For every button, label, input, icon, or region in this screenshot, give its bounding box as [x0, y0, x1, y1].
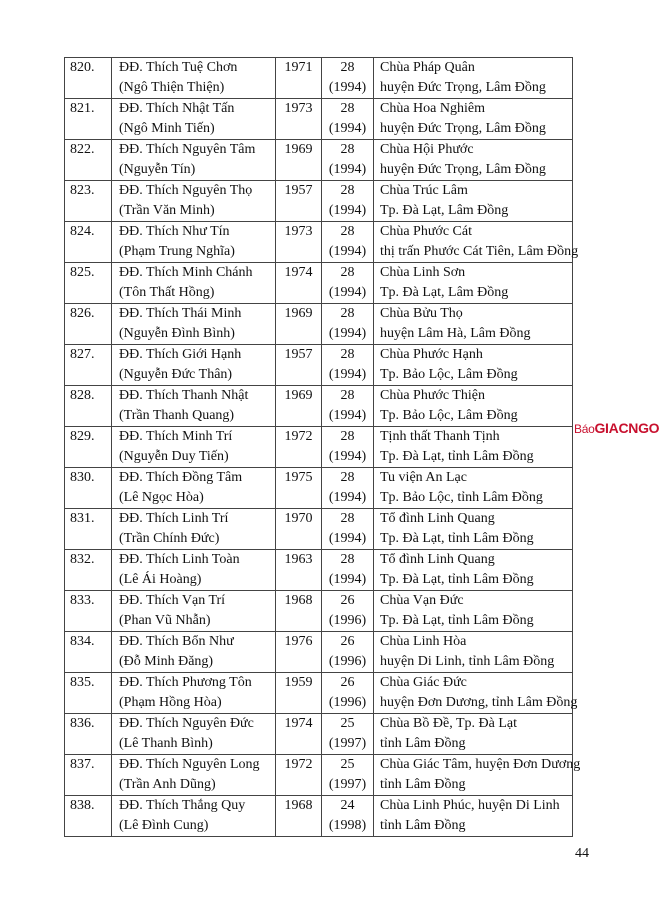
row-number-cell — [65, 386, 112, 427]
row-number-cell — [65, 591, 112, 632]
birth-year-cell — [276, 673, 322, 714]
lay-name: (Trần Thanh Quang) — [119, 408, 235, 423]
monk-name-cell — [112, 509, 276, 550]
row-number-cell — [65, 181, 112, 222]
row-number: 823. — [70, 183, 95, 198]
lay-name: (Tôn Thất Hồng) — [119, 285, 215, 300]
temple-location: tỉnh Lâm Đồng — [380, 777, 466, 792]
lay-name: (Lê Đình Cung) — [119, 818, 209, 833]
birth-year: 1973 — [284, 224, 313, 239]
table-row — [65, 427, 573, 468]
dharma-name: ĐĐ. Thích Linh Trí — [119, 511, 229, 526]
row-number: 825. — [70, 265, 95, 280]
birth-year: 1973 — [284, 101, 313, 116]
table-row — [65, 796, 573, 837]
temple-location: huyện Lâm Hà, Lâm Đồng — [380, 326, 531, 341]
lay-name: (Trần Văn Minh) — [119, 203, 215, 218]
vassa-count: 28 — [340, 306, 355, 321]
temple-location: huyện Đức Trọng, Lâm Đồng — [380, 80, 546, 95]
lay-name: (Đỗ Minh Đăng) — [119, 654, 214, 669]
row-number: 828. — [70, 388, 95, 403]
dharma-name: ĐĐ. Thích Nguyên Long — [119, 757, 260, 772]
dharma-name: ĐĐ. Thích Thanh Nhật — [119, 388, 249, 403]
vassa-year: (1994) — [328, 326, 367, 341]
temple-name: Chùa Giác Tâm, huyện Đơn Dương — [380, 757, 581, 772]
temple-location: huyện Đức Trọng, Lâm Đồng — [380, 162, 546, 177]
dharma-name: ĐĐ. Thích Nguyên Đức — [119, 716, 254, 731]
lay-name: (Nguyễn Tín) — [119, 162, 196, 177]
table-row — [65, 550, 573, 591]
temple-location: huyện Đức Trọng, Lâm Đồng — [380, 121, 546, 136]
temple-name: Chùa Phước Cát — [380, 224, 472, 239]
vassa-year: (1994) — [328, 531, 367, 546]
monk-name-cell — [112, 427, 276, 468]
vassa-year: (1996) — [328, 654, 367, 669]
birth-year-cell — [276, 304, 322, 345]
temple-cell — [374, 673, 578, 714]
temple-location: Tp. Đà Lạt, tỉnh Lâm Đồng — [380, 613, 534, 628]
lay-name: (Nguyễn Đức Thân) — [119, 367, 233, 382]
temple-cell — [374, 632, 573, 673]
row-number: 835. — [70, 675, 95, 690]
lay-name: (Phạm Trung Nghĩa) — [119, 244, 235, 259]
lay-name: (Lê Thanh Bình) — [119, 736, 213, 751]
monk-name-cell — [112, 304, 276, 345]
lay-name: (Phan Vũ Nhẫn) — [119, 613, 211, 628]
row-number: 831. — [70, 511, 95, 526]
temple-cell — [374, 468, 573, 509]
temple-cell — [374, 550, 573, 591]
temple-name: Chùa Trúc Lâm — [380, 183, 468, 198]
table-row — [65, 99, 573, 140]
row-number-cell — [65, 99, 112, 140]
vassa-cell — [322, 304, 374, 345]
temple-location: huyện Đơn Dương, tỉnh Lâm Đồng — [380, 695, 578, 710]
table-row — [65, 263, 573, 304]
dharma-name: ĐĐ. Thích Bổn Như — [119, 634, 234, 649]
dharma-name: ĐĐ. Thích Giới Hạnh — [119, 347, 242, 362]
vassa-year: (1996) — [328, 613, 367, 628]
lay-name: (Lê Ngọc Hòa) — [119, 490, 204, 505]
temple-location: huyện Di Linh, tỉnh Lâm Đồng — [380, 654, 555, 669]
row-number-cell — [65, 550, 112, 591]
monk-name-cell — [112, 550, 276, 591]
birth-year: 1970 — [284, 511, 313, 526]
row-number: 834. — [70, 634, 95, 649]
dharma-name: ĐĐ. Thích Nguyên Tâm — [119, 142, 256, 157]
vassa-cell — [322, 427, 374, 468]
temple-name: Chùa Phước Thiện — [380, 388, 485, 403]
row-number: 836. — [70, 716, 95, 731]
dharma-name: ĐĐ. Thích Minh Trí — [119, 429, 233, 444]
vassa-count: 26 — [340, 593, 355, 608]
monk-name-cell — [112, 263, 276, 304]
vassa-cell — [322, 509, 374, 550]
row-number: 832. — [70, 552, 95, 567]
temple-location: Tp. Đà Lạt, tỉnh Lâm Đồng — [380, 449, 534, 464]
dharma-name: ĐĐ. Thích Nhật Tấn — [119, 101, 235, 116]
temple-name: Chùa Linh Phúc, huyện Di Linh — [380, 798, 560, 813]
temple-name: Chùa Hoa Nghiêm — [380, 101, 485, 116]
vassa-count: 28 — [340, 511, 355, 526]
vassa-cell — [322, 58, 374, 99]
vassa-count: 28 — [340, 60, 355, 75]
row-number: 822. — [70, 142, 95, 157]
dharma-name: ĐĐ. Thích Phương Tôn — [119, 675, 252, 690]
temple-cell — [374, 509, 573, 550]
dharma-name: ĐĐ. Thích Đồng Tâm — [119, 470, 243, 485]
monk-name-cell — [112, 591, 276, 632]
page-number: 44 — [575, 846, 589, 861]
vassa-count: 28 — [340, 183, 355, 198]
vassa-cell — [322, 591, 374, 632]
vassa-year: (1994) — [328, 408, 367, 423]
dharma-name: ĐĐ. Thích Linh Toàn — [119, 552, 240, 567]
vassa-count: 24 — [340, 798, 355, 813]
vassa-year: (1994) — [328, 449, 367, 464]
birth-year: 1957 — [284, 183, 313, 198]
row-number: 820. — [70, 60, 95, 75]
vassa-count: 28 — [340, 552, 355, 567]
monk-name-cell — [112, 222, 276, 263]
table-row — [65, 386, 573, 427]
birth-year-cell — [276, 58, 322, 99]
birth-year-cell — [276, 796, 322, 837]
temple-name: Tịnh thất Thanh Tịnh — [380, 429, 500, 444]
vassa-count: 26 — [340, 634, 355, 649]
birth-year-cell — [276, 468, 322, 509]
row-number-cell — [65, 140, 112, 181]
birth-year: 1971 — [284, 60, 313, 75]
temple-location: Tp. Đà Lạt, Lâm Đồng — [380, 203, 509, 218]
birth-year: 1969 — [284, 142, 313, 157]
temple-name: Chùa Bồ Đề, Tp. Đà Lạt — [380, 716, 517, 731]
row-number: 824. — [70, 224, 95, 239]
vassa-cell — [322, 755, 374, 796]
row-number-cell — [65, 263, 112, 304]
birth-year-cell — [276, 140, 322, 181]
monk-name-cell — [112, 714, 276, 755]
birth-year-cell — [276, 99, 322, 140]
table-row — [65, 632, 573, 673]
vassa-cell — [322, 468, 374, 509]
giacngo-watermark — [574, 420, 659, 436]
table-row — [65, 755, 573, 796]
monk-name-cell — [112, 796, 276, 837]
birth-year: 1968 — [284, 798, 313, 813]
table-row — [65, 345, 573, 386]
row-number-cell — [65, 427, 112, 468]
table-row — [65, 468, 573, 509]
temple-location: tỉnh Lâm Đồng — [380, 818, 466, 833]
dharma-name: ĐĐ. Thích Thái Minh — [119, 306, 242, 321]
birth-year: 1969 — [284, 388, 313, 403]
vassa-cell — [322, 263, 374, 304]
vassa-year: (1994) — [328, 244, 367, 259]
birth-year-cell — [276, 755, 322, 796]
vassa-count: 25 — [340, 757, 355, 772]
dharma-name: ĐĐ. Thích Minh Chánh — [119, 265, 253, 280]
row-number: 830. — [70, 470, 95, 485]
table-row — [65, 304, 573, 345]
temple-location: Tp. Bảo Lộc, Lâm Đồng — [380, 408, 518, 423]
temple-cell — [374, 427, 573, 468]
lay-name: (Lê Ái Hoàng) — [119, 572, 202, 587]
temple-cell — [374, 304, 573, 345]
temple-cell — [374, 140, 573, 181]
dharma-name: ĐĐ. Thích Nguyên Thọ — [119, 183, 253, 198]
vassa-cell — [322, 550, 374, 591]
row-number: 837. — [70, 757, 95, 772]
birth-year: 1972 — [284, 757, 313, 772]
vassa-cell — [322, 386, 374, 427]
temple-location: Tp. Đà Lạt, tỉnh Lâm Đồng — [380, 531, 534, 546]
row-number-cell — [65, 755, 112, 796]
vassa-year: (1994) — [328, 285, 367, 300]
temple-cell — [374, 796, 573, 837]
temple-location: Tp. Bảo Lộc, tỉnh Lâm Đồng — [380, 490, 543, 505]
dharma-name: ĐĐ. Thích Vạn Trí — [119, 593, 226, 608]
vassa-year: (1998) — [328, 818, 367, 833]
birth-year: 1975 — [284, 470, 313, 485]
table-row — [65, 591, 573, 632]
birth-year: 1969 — [284, 306, 313, 321]
temple-name: Tổ đình Linh Quang — [380, 511, 495, 526]
row-number-cell — [65, 796, 112, 837]
vassa-count: 28 — [340, 224, 355, 239]
vassa-count: 28 — [340, 142, 355, 157]
lay-name: (Ngô Minh Tiến) — [119, 121, 215, 136]
vassa-year: (1994) — [328, 203, 367, 218]
birth-year-cell — [276, 591, 322, 632]
vassa-cell — [322, 673, 374, 714]
monk-name-cell — [112, 99, 276, 140]
monk-name-cell — [112, 58, 276, 99]
dharma-name: ĐĐ. Thích Tuệ Chơn — [119, 60, 238, 75]
temple-cell — [374, 345, 573, 386]
row-number-cell — [65, 509, 112, 550]
birth-year: 1976 — [284, 634, 313, 649]
table-row — [65, 222, 573, 263]
vassa-cell — [322, 140, 374, 181]
vassa-count: 26 — [340, 675, 355, 690]
temple-location: tỉnh Lâm Đồng — [380, 736, 466, 751]
monk-name-cell — [112, 468, 276, 509]
birth-year-cell — [276, 550, 322, 591]
temple-name: Chùa Giác Đức — [380, 675, 467, 690]
temple-name: Chùa Vạn Đức — [380, 593, 464, 608]
row-number-cell — [65, 345, 112, 386]
temple-cell — [374, 755, 581, 796]
vassa-cell — [322, 345, 374, 386]
vassa-count: 28 — [340, 265, 355, 280]
monk-name-cell — [112, 673, 276, 714]
lay-name: (Phạm Hồng Hòa) — [119, 695, 222, 710]
table-row — [65, 181, 573, 222]
birth-year-cell — [276, 427, 322, 468]
row-number: 827. — [70, 347, 95, 362]
lay-name: (Trần Anh Dũng) — [119, 777, 216, 792]
birth-year-cell — [276, 263, 322, 304]
row-number-cell — [65, 714, 112, 755]
vassa-year: (1997) — [328, 736, 367, 751]
temple-cell — [374, 222, 579, 263]
row-number: 838. — [70, 798, 95, 813]
vassa-cell — [322, 99, 374, 140]
lay-name: (Nguyễn Đình Bình) — [119, 326, 235, 341]
vassa-cell — [322, 222, 374, 263]
table-row — [65, 140, 573, 181]
birth-year: 1974 — [284, 716, 313, 731]
temple-cell — [374, 99, 573, 140]
table-row — [65, 673, 573, 714]
table-row — [65, 58, 573, 99]
temple-name: Tổ đình Linh Quang — [380, 552, 495, 567]
watermark-name: GIACNGO — [594, 420, 659, 436]
temple-location: Tp. Bảo Lộc, Lâm Đồng — [380, 367, 518, 382]
temple-cell — [374, 714, 573, 755]
row-number-cell — [65, 58, 112, 99]
monk-name-cell — [112, 632, 276, 673]
row-number: 826. — [70, 306, 95, 321]
vassa-count: 28 — [340, 470, 355, 485]
temple-name: Tu viện An Lạc — [380, 470, 467, 485]
monk-name-cell — [112, 140, 276, 181]
birth-year: 1959 — [284, 675, 313, 690]
temple-cell — [374, 181, 573, 222]
row-number: 829. — [70, 429, 95, 444]
vassa-year: (1996) — [328, 695, 367, 710]
birth-year: 1957 — [284, 347, 313, 362]
birth-year: 1963 — [284, 552, 313, 567]
vassa-count: 28 — [340, 347, 355, 362]
row-number-cell — [65, 222, 112, 263]
vassa-count: 28 — [340, 101, 355, 116]
table-row — [65, 509, 573, 550]
dharma-name: ĐĐ. Thích Thắng Quy — [119, 798, 246, 813]
birth-year-cell — [276, 345, 322, 386]
table-row — [65, 714, 573, 755]
row-number-cell — [65, 673, 112, 714]
vassa-year: (1994) — [328, 572, 367, 587]
row-number-cell — [65, 632, 112, 673]
lay-name: (Ngô Thiện Thiện) — [119, 80, 225, 95]
row-number-cell — [65, 468, 112, 509]
temple-cell — [374, 58, 573, 99]
temple-name: Chùa Linh Sơn — [380, 265, 466, 280]
birth-year-cell — [276, 714, 322, 755]
birth-year: 1968 — [284, 593, 313, 608]
birth-year-cell — [276, 632, 322, 673]
birth-year-cell — [276, 509, 322, 550]
vassa-count: 28 — [340, 429, 355, 444]
temple-name: Chùa Hội Phước — [380, 142, 474, 157]
birth-year-cell — [276, 386, 322, 427]
dharma-name: ĐĐ. Thích Như Tín — [119, 224, 230, 239]
vassa-year: (1994) — [328, 162, 367, 177]
vassa-year: (1994) — [328, 80, 367, 95]
monk-name-cell — [112, 345, 276, 386]
monk-name-cell — [112, 181, 276, 222]
lay-name: (Trần Chính Đức) — [119, 531, 220, 546]
row-number-cell — [65, 304, 112, 345]
vassa-cell — [322, 714, 374, 755]
watermark-prefix: Báo — [574, 422, 595, 436]
row-number: 833. — [70, 593, 95, 608]
vassa-year: (1997) — [328, 777, 367, 792]
temple-cell — [374, 591, 573, 632]
monk-name-cell — [112, 386, 276, 427]
vassa-count: 28 — [340, 388, 355, 403]
birth-year-cell — [276, 181, 322, 222]
monk-roster-table — [64, 57, 581, 837]
vassa-cell — [322, 796, 374, 837]
temple-name: Chùa Pháp Quân — [380, 60, 475, 75]
temple-cell — [374, 386, 573, 427]
temple-cell — [374, 263, 573, 304]
lay-name: (Nguyễn Duy Tiến) — [119, 449, 229, 464]
vassa-cell — [322, 181, 374, 222]
temple-name: Chùa Linh Hòa — [380, 634, 467, 649]
birth-year: 1972 — [284, 429, 313, 444]
monk-name-cell — [112, 755, 276, 796]
temple-name: Chùa Bửu Thọ — [380, 306, 463, 321]
vassa-cell — [322, 632, 374, 673]
vassa-count: 25 — [340, 716, 355, 731]
temple-location: Tp. Đà Lạt, Lâm Đồng — [380, 285, 509, 300]
temple-location: thị trấn Phước Cát Tiên, Lâm Đồng — [380, 244, 579, 259]
row-number: 821. — [70, 101, 95, 116]
vassa-year: (1994) — [328, 121, 367, 136]
temple-location: Tp. Đà Lạt, tỉnh Lâm Đồng — [380, 572, 534, 587]
vassa-year: (1994) — [328, 367, 367, 382]
vassa-year: (1994) — [328, 490, 367, 505]
temple-name: Chùa Phước Hạnh — [380, 347, 483, 362]
birth-year-cell — [276, 222, 322, 263]
roster-body — [65, 58, 581, 837]
birth-year: 1974 — [284, 265, 313, 280]
